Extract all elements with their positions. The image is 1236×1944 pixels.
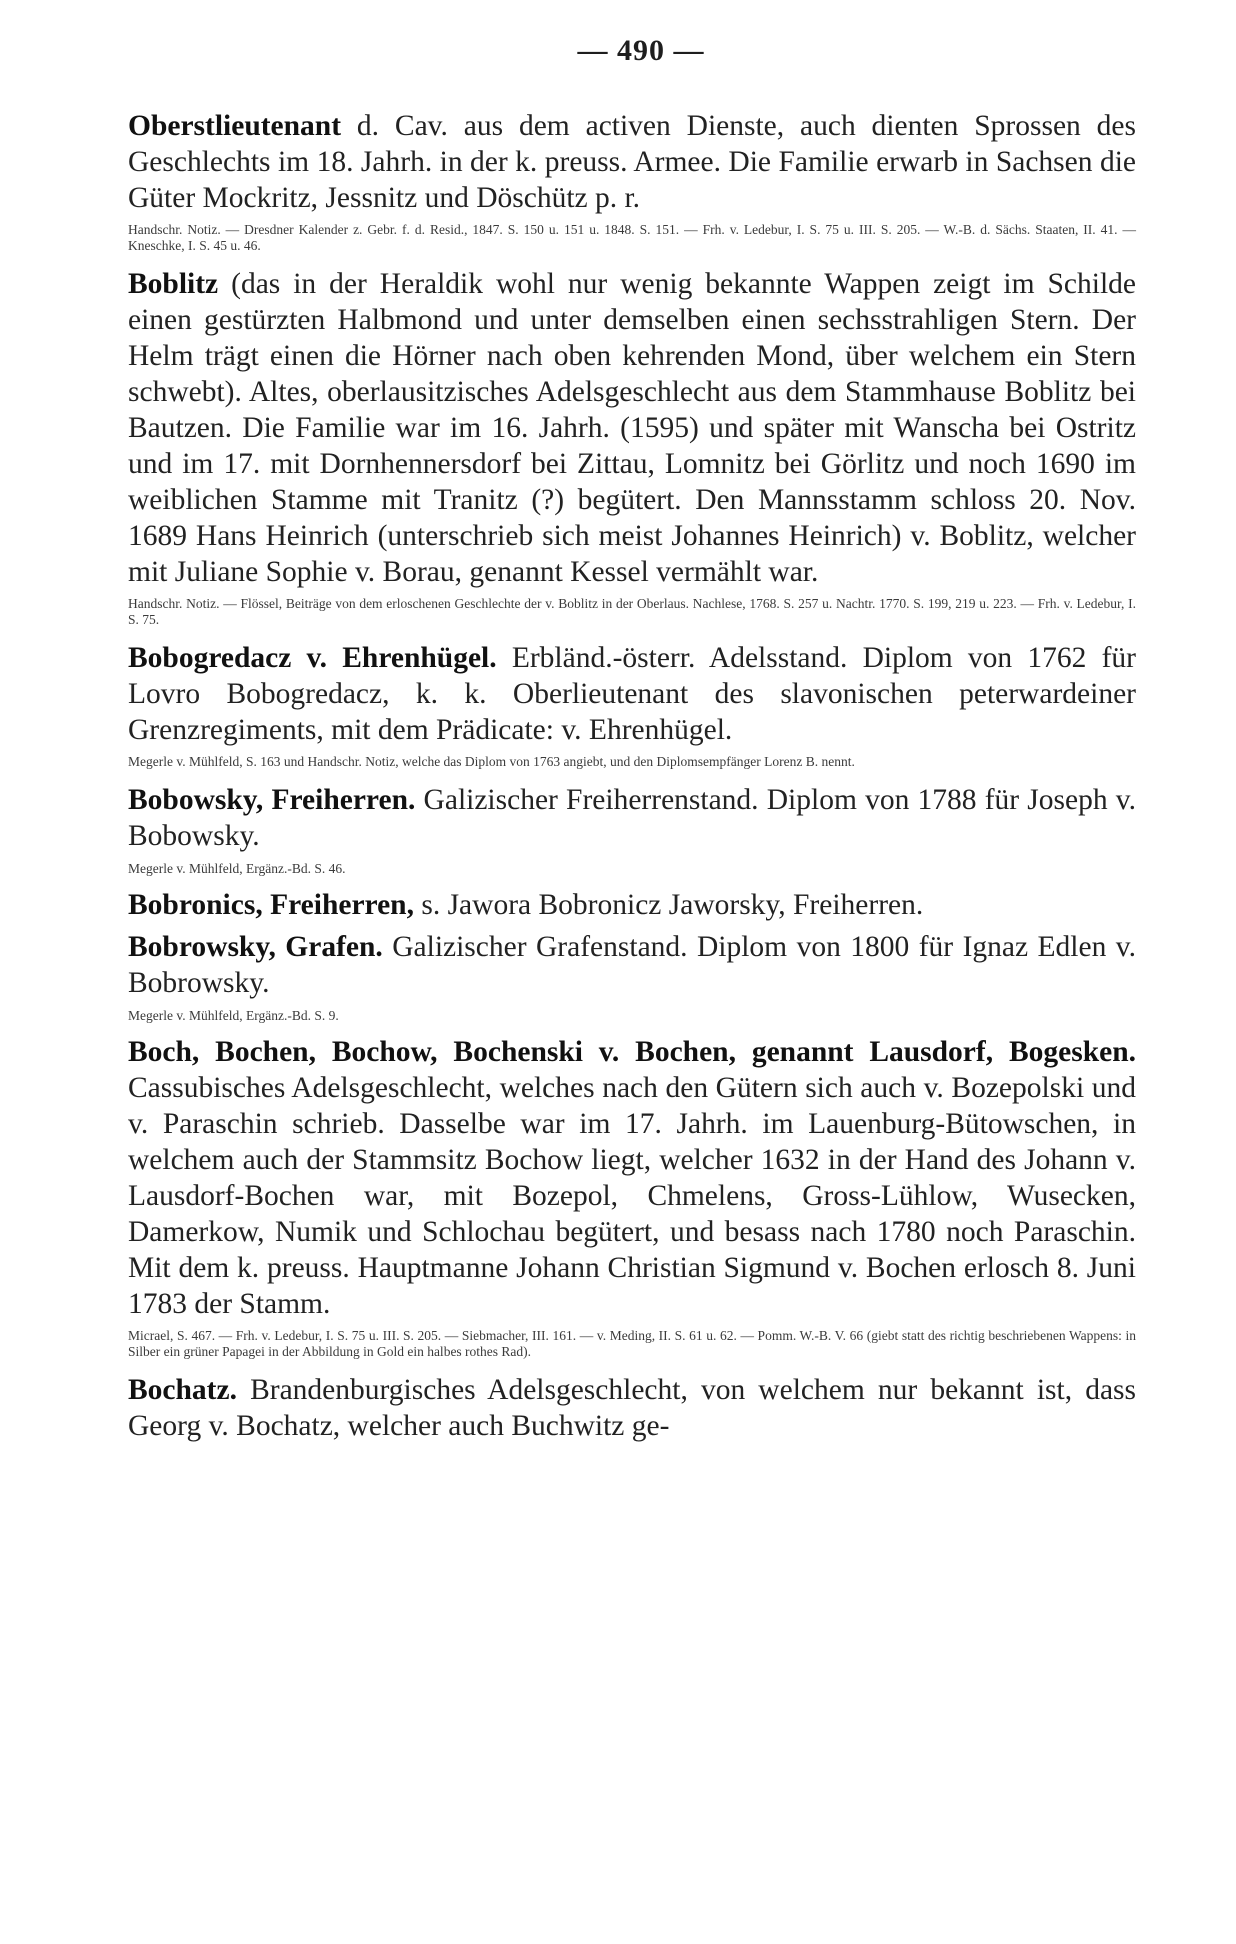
entry-body: Erbländ.-österr. Adelsstand. Diplom von 1762 für Lovro Bobogredacz, k. k. Oberlieutenant des slavonischen peterwardeiner Grenzregiments, mit dem Prädicate: v. Ehrenhügel. bbox=[128, 642, 1136, 746]
entry-headword: Bobogredacz v. Ehrenhügel. bbox=[128, 642, 497, 674]
page-number: — 490 — bbox=[577, 34, 705, 67]
entry-body: (das in der Heraldik wohl nur wenig bekannte Wappen zeigt im Schilde einen gestürzten Halbmond und unter demselben einen sechsstrahligen Stern. Der Helm trägt einen die Hörner nach oben kehrenden Mond, über welchem ein Stern schwebt). Altes, oberlausitzisches Adelsgeschlecht aus dem Stammhause Boblitz bei Bautzen. Die Familie war im 16. Jahrh. (1595) und später mit Wanscha bei Ostritz und im 17. mit Dornhennersdorf bei Zittau, Lomnitz bei Görlitz und noch 1690 im weiblichen Stamme mit Tranitz (?) begütert. Den Mannsstamm schloss 20. Nov. 1689 Hans Heinrich (unterschrieb sich meist Johannes Heinrich) v. Boblitz, welcher mit Juliane Sophie v. Borau, genannt Kessel vermählt war. bbox=[128, 268, 1136, 588]
entry-boblitz bbox=[128, 266, 1136, 590]
entry-bobrowsky bbox=[128, 929, 1136, 1001]
entry-boch bbox=[128, 1034, 1136, 1322]
entry-bobronics bbox=[128, 887, 1136, 923]
entry-headword: Boch, Bochen, Bochow, Bochenski v. Bochen, genannt Lausdorf, Bogesken. bbox=[128, 1036, 1136, 1068]
entry-bobogredacz bbox=[128, 640, 1136, 748]
source-note: Micrael, S. 467. — Frh. v. Ledebur, I. S. 75 u. III. S. 205. — Siebmacher, III. 161. — v. Meding, II. S. 61 u. 62. — Pomm. W.-B. V. 66 (giebt statt des richtig beschriebenen Wappens: in Silber ein grüner Papagei in der Abbildung in Gold ein halbes rothes Rad). bbox=[128, 1328, 1136, 1359]
entry-bobowsky bbox=[128, 782, 1136, 854]
source-note: Megerle v. Mühlfeld, Ergänz.-Bd. S. 46. bbox=[128, 861, 346, 876]
entry-continuation bbox=[128, 108, 1136, 216]
entry-body: s. Jawora Bobronicz Jaworsky, Freiherren. bbox=[413, 889, 924, 921]
entry-body: d. Cav. aus dem activen Dienste, auch dienten Sprossen des Geschlechts im 18. Jahrh. in der k. preuss. Armee. Die Familie erwarb in Sachsen die Güter Mockritz, Jessnitz und Döschütz p. r. bbox=[128, 110, 1136, 214]
entry-body: Brandenburgisches Adelsgeschlecht, von welchem nur bekannt ist, dass Georg v. Bochatz, welcher auch Buchwitz ge- bbox=[128, 1374, 1136, 1442]
entry-headword: Bobowsky, Freiherren. bbox=[128, 784, 416, 816]
source-note: Megerle v. Mühlfeld, Ergänz.-Bd. S. 9. bbox=[128, 1008, 339, 1023]
entry-body: Galizischer Freiherrenstand. Diplom von 1788 für Joseph v. Bobowsky. bbox=[128, 784, 1136, 852]
source-note: Megerle v. Mühlfeld, S. 163 und Handschr. Notiz, welche das Diplom von 1763 angiebt, und den Diplomsempfänger Lorenz B. nennt. bbox=[128, 754, 855, 769]
entry-body: Galizischer Grafenstand. Diplom von 1800 für Ignaz Edlen v. Bobrowsky. bbox=[128, 931, 1136, 999]
lead-bold-text: Oberstlieutenant bbox=[128, 110, 342, 142]
entry-body: Cassubisches Adelsgeschlecht, welches nach den Gütern sich auch v. Bozepolski und v. Paraschin schrieb. Dasselbe war im 17. Jahrh. im Lauenburg-Bütowschen, in welchem auch der Stammsitz Bochow liegt, welcher 1632 in der Hand des Johann v. Lausdorf-Bochen war, mit Bozepol, Chmelens, Gross-Lühlow, Wusecken, Damerkow, Numik und Schlochau begütert, und besass nach 1780 noch Paraschin. Mit dem k. preuss. Hauptmanne Johann Christian Sigmund v. Bochen erlosch 8. Juni 1783 der Stamm. bbox=[128, 1072, 1136, 1320]
entry-headword: Bochatz. bbox=[128, 1374, 237, 1406]
source-note: Handschr. Notiz. — Dresdner Kalender z. Gebr. f. d. Resid., 1847. S. 150 u. 151 u. 1848. S. 151. — Frh. v. Ledebur, I. S. 75 u. III. S. 205. — W.-B. d. Sächs. Staaten, II. 41. — Kneschke, I. S. 45 u. 46. bbox=[128, 222, 1136, 253]
source-note: Handschr. Notiz. — Flössel, Beiträge von dem erloschenen Geschlechte der v. Boblitz in der Oberlaus. Nachlese, 1768. S. 257 u. Nachtr. 1770. S. 199, 219 u. 223. — Frh. v. Ledebur, I. S. 75. bbox=[128, 596, 1136, 627]
entry-bochatz bbox=[128, 1372, 1136, 1444]
entry-headword: Bobrowsky, Grafen. bbox=[128, 931, 383, 963]
entry-headword: Bobronics, Freiherren, bbox=[128, 889, 414, 921]
entry-headword: Boblitz bbox=[128, 268, 219, 300]
